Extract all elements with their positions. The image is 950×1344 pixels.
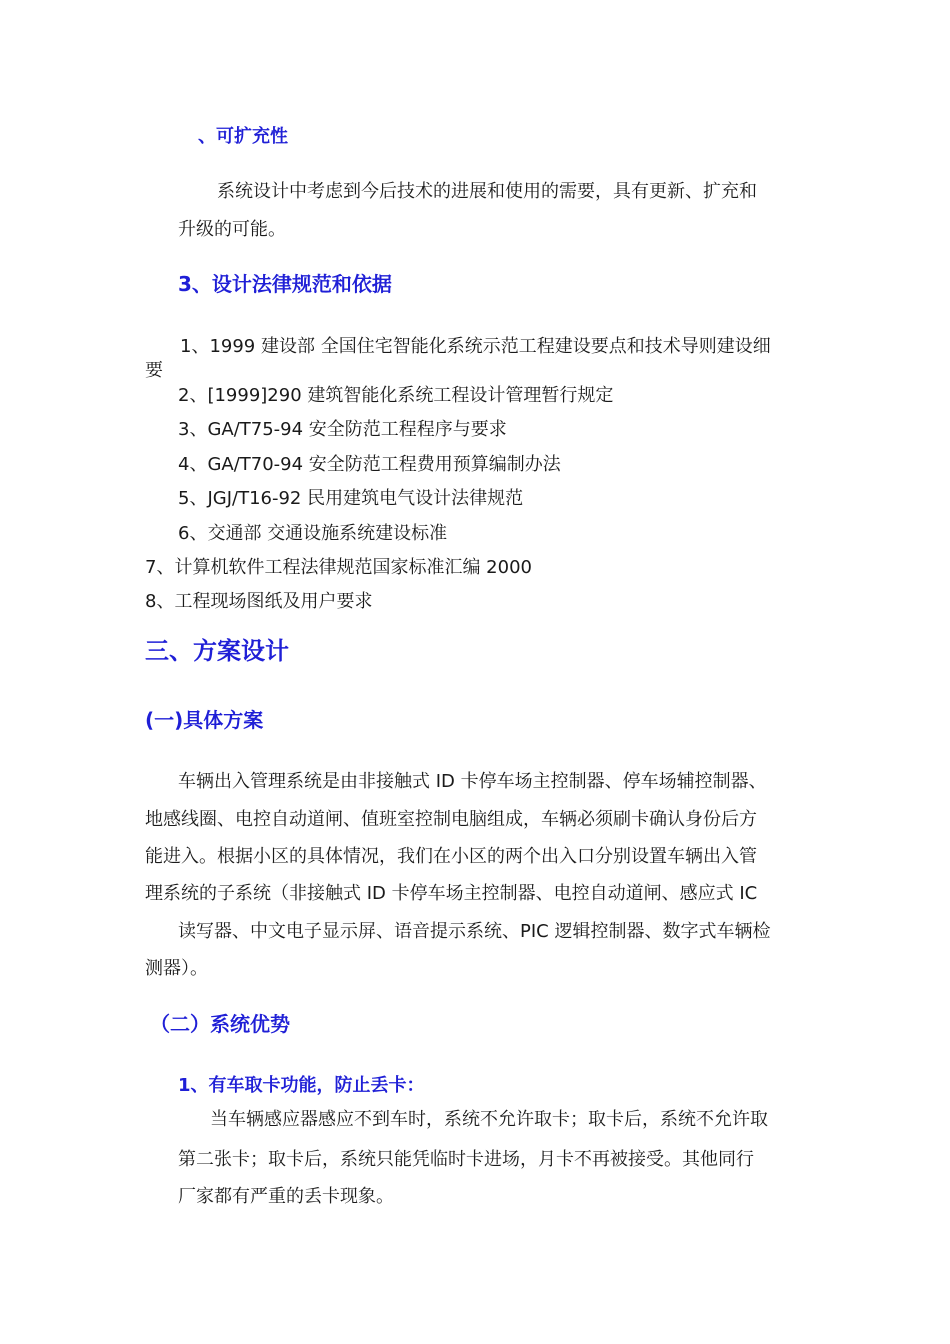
advantage-point-heading: 1、有车取卡功能，防止丢卡： bbox=[178, 1075, 425, 1096]
regulations-heading: 3、设计法律规范和依据 bbox=[178, 272, 392, 296]
scalability-line-2: 升级的可能。 bbox=[178, 219, 286, 240]
specific-plan-line: 读写器、中文电子显示屏、语音提示系统、PIC 逻辑控制器、数字式车辆检 bbox=[178, 921, 771, 942]
scalability-line-1: 系统设计中考虑到今后技术的进展和使用的需要，具有更新、扩充和 bbox=[217, 181, 757, 202]
regulation-item: 2、[1999]290 建筑智能化系统工程设计管理暂行规定 bbox=[178, 385, 614, 406]
advantages-heading: （二）系统优势 bbox=[150, 1012, 290, 1036]
specific-plan-line: 车辆出入管理系统是由非接触式 ID 卡停车场主控制器、停车场辅控制器、 bbox=[178, 771, 767, 792]
regulation-item: 6、交通部 交通设施系统建设标准 bbox=[178, 523, 448, 544]
regulation-item: 8、工程现场图纸及用户要求 bbox=[145, 591, 373, 612]
design-heading: 三、方案设计 bbox=[145, 637, 289, 665]
specific-plan-line: 能进入。根据小区的具体情况，我们在小区的两个出入口分别设置车辆出入管 bbox=[145, 846, 757, 867]
regulation-item: 4、GA/T70-94 安全防范工程费用预算编制办法 bbox=[178, 454, 561, 475]
specific-plan-heading: (一)具体方案 bbox=[145, 708, 264, 732]
regulation-item: 7、计算机软件工程法律规范国家标准汇编 2000 bbox=[145, 557, 532, 578]
regulation-item: 3、GA/T75-94 安全防范工程程序与要求 bbox=[178, 419, 507, 440]
advantage-point-line: 第二张卡；取卡后，系统只能凭临时卡进场，月卡不再被接受。其他同行 bbox=[178, 1149, 754, 1170]
specific-plan-line: 理系统的子系统（非接触式 ID 卡停车场主控制器、电控自动道闸、感应式 IC bbox=[145, 883, 758, 904]
advantage-point-line: 厂家都有严重的丢卡现象。 bbox=[178, 1186, 394, 1207]
specific-plan-line: 地感线圈、电控自动道闸、值班室控制电脑组成，车辆必须刷卡确认身份后方 bbox=[145, 809, 757, 830]
regulation-item-wrap: 要 bbox=[145, 360, 163, 381]
advantage-point-line: 当车辆感应器感应不到车时，系统不允许取卡；取卡后，系统不允许取 bbox=[210, 1109, 768, 1130]
specific-plan-line: 测器）。 bbox=[145, 958, 208, 979]
regulation-item: 5、JGJ/T16-92 民用建筑电气设计法律规范 bbox=[178, 488, 524, 509]
regulation-item: 1、1999 建设部 全国住宅智能化系统示范工程建设要点和技术导则建设细 bbox=[180, 336, 771, 357]
scalability-heading: 、可扩充性 bbox=[198, 126, 288, 147]
